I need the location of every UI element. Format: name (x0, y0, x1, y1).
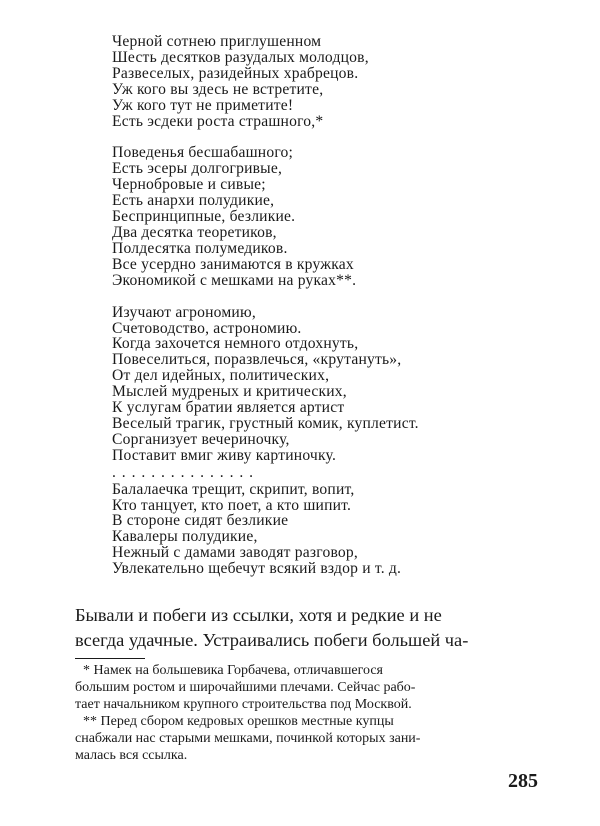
poem-line: Черной сотнею приглушенном (112, 33, 322, 50)
poem-line: Есть анархи полудикие, (112, 192, 275, 210)
poem-line: Развеселых, разидейных храбрецов. (112, 64, 359, 82)
footnote-line: снабжали нас старыми мешками, починкой которых зани- (75, 731, 421, 746)
poem-line: Поставит вмиг живу картиночку. (112, 446, 337, 464)
poem-line: Шесть десятков разудалых молодцов, (112, 48, 369, 66)
footnote-line: ** Перед сбором кедровых орешков местные купцы (83, 714, 394, 729)
poem-line: Кавалеры полудикие, (112, 528, 258, 546)
poem-line: Балалаечка трещит, скрипит, вопит, (112, 480, 355, 498)
poem-line: Мыслей мудреных и критических, (112, 383, 347, 401)
poem-ellipsis-divider: . . . . . . . . . . . . . . . (112, 463, 255, 481)
paragraph-line: Бывали и побеги из ссылки, хотя и редкие и не (75, 605, 442, 625)
poem-line: Уж кого тут не приметите! (112, 96, 294, 114)
poem-line: Уж кого вы здесь не встретите, (112, 80, 324, 98)
poem-line: В сторонe сидят безликие (112, 512, 289, 530)
poem (112, 34, 582, 577)
poem-line: От дел идейных, политических, (112, 367, 330, 385)
poem-line: Когда захочется немного отдохнуть, (112, 335, 359, 353)
footnote-separator (75, 658, 145, 659)
footnote-line: большим ростом и широчайшими плечами. Сейчас рабо- (75, 680, 416, 695)
footnote-1 (75, 662, 545, 713)
poem-line: Два десятка теоретиков, (112, 223, 277, 241)
poem-stanza-2 (112, 145, 582, 288)
body-paragraph (75, 603, 545, 653)
poem-line: Беспринципные, безликие. (112, 208, 296, 226)
poem-line: Есть эсеры долгогривые, (112, 160, 283, 178)
footnote-2 (75, 713, 545, 764)
poem-line: К услугам братии является артист (112, 399, 345, 417)
poem-line: Нежный с дамами заводят разговор, (112, 544, 359, 562)
poem-line: Поведенья бесшабашного; (112, 144, 294, 162)
footnotes (75, 662, 545, 764)
footnote-line: * Намек на большевика Горбачева, отличавшегося (83, 663, 383, 678)
poem-line: Есть эсдеки роста страшного,* (112, 112, 324, 130)
page-number: 285 (508, 770, 538, 792)
poem-stanza-1 (112, 34, 582, 129)
poem-line: Повеселиться, поразвлечься, «крутануть», (112, 351, 402, 369)
footnote-line: тает начальником крупного строительства под Москвой. (75, 697, 412, 712)
poem-line: Все усердно занимаются в кружках (112, 255, 354, 273)
poem-line: Полдесятка полумедиков. (112, 239, 288, 257)
poem-stanza-3 (112, 305, 582, 578)
poem-line: Экономикой с мешками на руках**. (112, 271, 357, 289)
paragraph-line: всегда удачные. Устраивались побеги большей ча- (75, 630, 469, 650)
poem-line: Кто танцует, кто поет, а кто шипит. (112, 496, 352, 514)
poem-line: Чернобровые и сивые; (112, 176, 266, 194)
poem-line: Увлекательно щебечут всякий вздор и т. д. (112, 560, 402, 578)
poem-line: Сорганизует вечериночку, (112, 430, 290, 448)
poem-line: Изучают агрономию, (112, 303, 256, 321)
poem-line: Счетоводство, астрономию. (112, 319, 302, 337)
footnote-line: малась вся ссылка. (75, 748, 188, 763)
poem-line: Веселый трагик, грустный комик, куплетист. (112, 414, 419, 432)
